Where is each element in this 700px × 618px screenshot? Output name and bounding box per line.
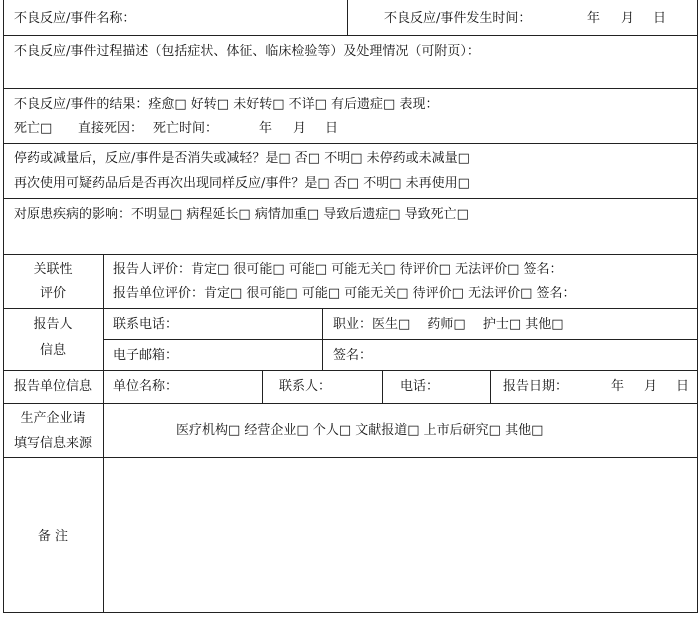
reporter-signature-label: 签名： bbox=[333, 348, 373, 363]
reporter-label-line1: 报告人 bbox=[33, 317, 73, 332]
column-divider bbox=[103, 254, 104, 613]
report-month-label: 月 bbox=[644, 379, 658, 394]
row-divider bbox=[3, 370, 698, 371]
remarks-label: 备 注 bbox=[37, 529, 69, 544]
manufacturer-label-line1: 生产企业请 bbox=[20, 411, 86, 426]
event-name-label: 不良反应/事件名称： bbox=[14, 11, 136, 26]
event-month-label: 月 bbox=[621, 11, 635, 26]
process-description-label: 不良反应/事件过程描述（包括症状、体征、临床检验等）及处理情况（可附页）： bbox=[14, 44, 480, 59]
dechallenge-question: 停药或减量后，反应/事件是否消失或减轻？是□ 否□ 不明□ 未停药或未减量□ bbox=[14, 151, 470, 166]
direct-cause-label: 直接死因： bbox=[78, 121, 144, 136]
column-divider bbox=[347, 0, 348, 35]
death-month-label: 月 bbox=[293, 121, 307, 136]
reporting-unit-label: 报告单位信息 bbox=[13, 379, 92, 394]
row-divider bbox=[3, 35, 698, 36]
reporter-evaluation-line: 报告人评价：肯定□ 很可能□ 可能□ 可能无关□ 待评价□ 无法评价□ 签名： bbox=[113, 262, 563, 277]
column-divider bbox=[262, 370, 263, 403]
information-source-options: 医疗机构□ 经营企业□ 个人□ 文献报道□ 上市后研究□ 其他□ bbox=[176, 423, 544, 438]
row-divider bbox=[3, 403, 698, 404]
row-divider bbox=[3, 143, 698, 144]
row-divider bbox=[3, 198, 698, 199]
event-day-label: 日 bbox=[653, 11, 667, 26]
adverse-reaction-report-form bbox=[3, 0, 698, 613]
event-time-label: 不良反应/事件发生时间： bbox=[384, 11, 532, 26]
column-divider bbox=[322, 308, 323, 370]
reporter-email-label: 电子邮箱： bbox=[113, 348, 179, 363]
event-year-label: 年 bbox=[587, 11, 601, 26]
report-date-label: 报告日期： bbox=[503, 379, 569, 394]
report-day-label: 日 bbox=[676, 379, 690, 394]
row-divider bbox=[3, 457, 698, 458]
reporter-label-line2: 信息 bbox=[39, 343, 66, 358]
row-divider bbox=[3, 254, 698, 255]
death-day-label: 日 bbox=[325, 121, 339, 136]
unit-phone-label: 电话： bbox=[400, 379, 440, 394]
death-time-label: 死亡时间： bbox=[153, 121, 219, 136]
relevance-label-line2: 评价 bbox=[39, 286, 66, 301]
column-divider bbox=[490, 370, 491, 403]
unit-contact-label: 联系人： bbox=[279, 379, 332, 394]
form-border bbox=[3, 0, 698, 613]
row-divider bbox=[3, 88, 698, 89]
reporter-phone-label: 联系电话： bbox=[113, 317, 179, 332]
unit-name-label: 单位名称： bbox=[113, 379, 179, 394]
death-checkbox-label: 死亡□ bbox=[14, 121, 53, 136]
disease-impact-line: 对原患疾病的影响：不明显□ 病程延长□ 病情加重□ 导致后遗症□ 导致死亡□ bbox=[14, 207, 469, 222]
relevance-label-line1: 关联性 bbox=[33, 262, 73, 277]
rechallenge-question: 再次使用可疑药品后是否再次出现同样反应/事件？是□ 否□ 不明□ 未再使用□ bbox=[14, 176, 470, 191]
manufacturer-label-line2: 填写信息来源 bbox=[13, 436, 92, 451]
row-divider bbox=[3, 308, 698, 309]
column-divider bbox=[382, 370, 383, 403]
unit-evaluation-line: 报告单位评价：肯定□ 很可能□ 可能□ 可能无关□ 待评价□ 无法评价□ 签名： bbox=[113, 286, 576, 301]
result-line: 不良反应/事件的结果：痊愈□ 好转□ 未好转□ 不详□ 有后遗症□ 表现： bbox=[14, 97, 439, 112]
reporter-occupation-options: 职业：医生□ 药师□ 护士□ 其他□ bbox=[333, 317, 564, 332]
row-divider bbox=[103, 339, 698, 340]
death-year-label: 年 bbox=[259, 121, 273, 136]
report-year-label: 年 bbox=[611, 379, 625, 394]
